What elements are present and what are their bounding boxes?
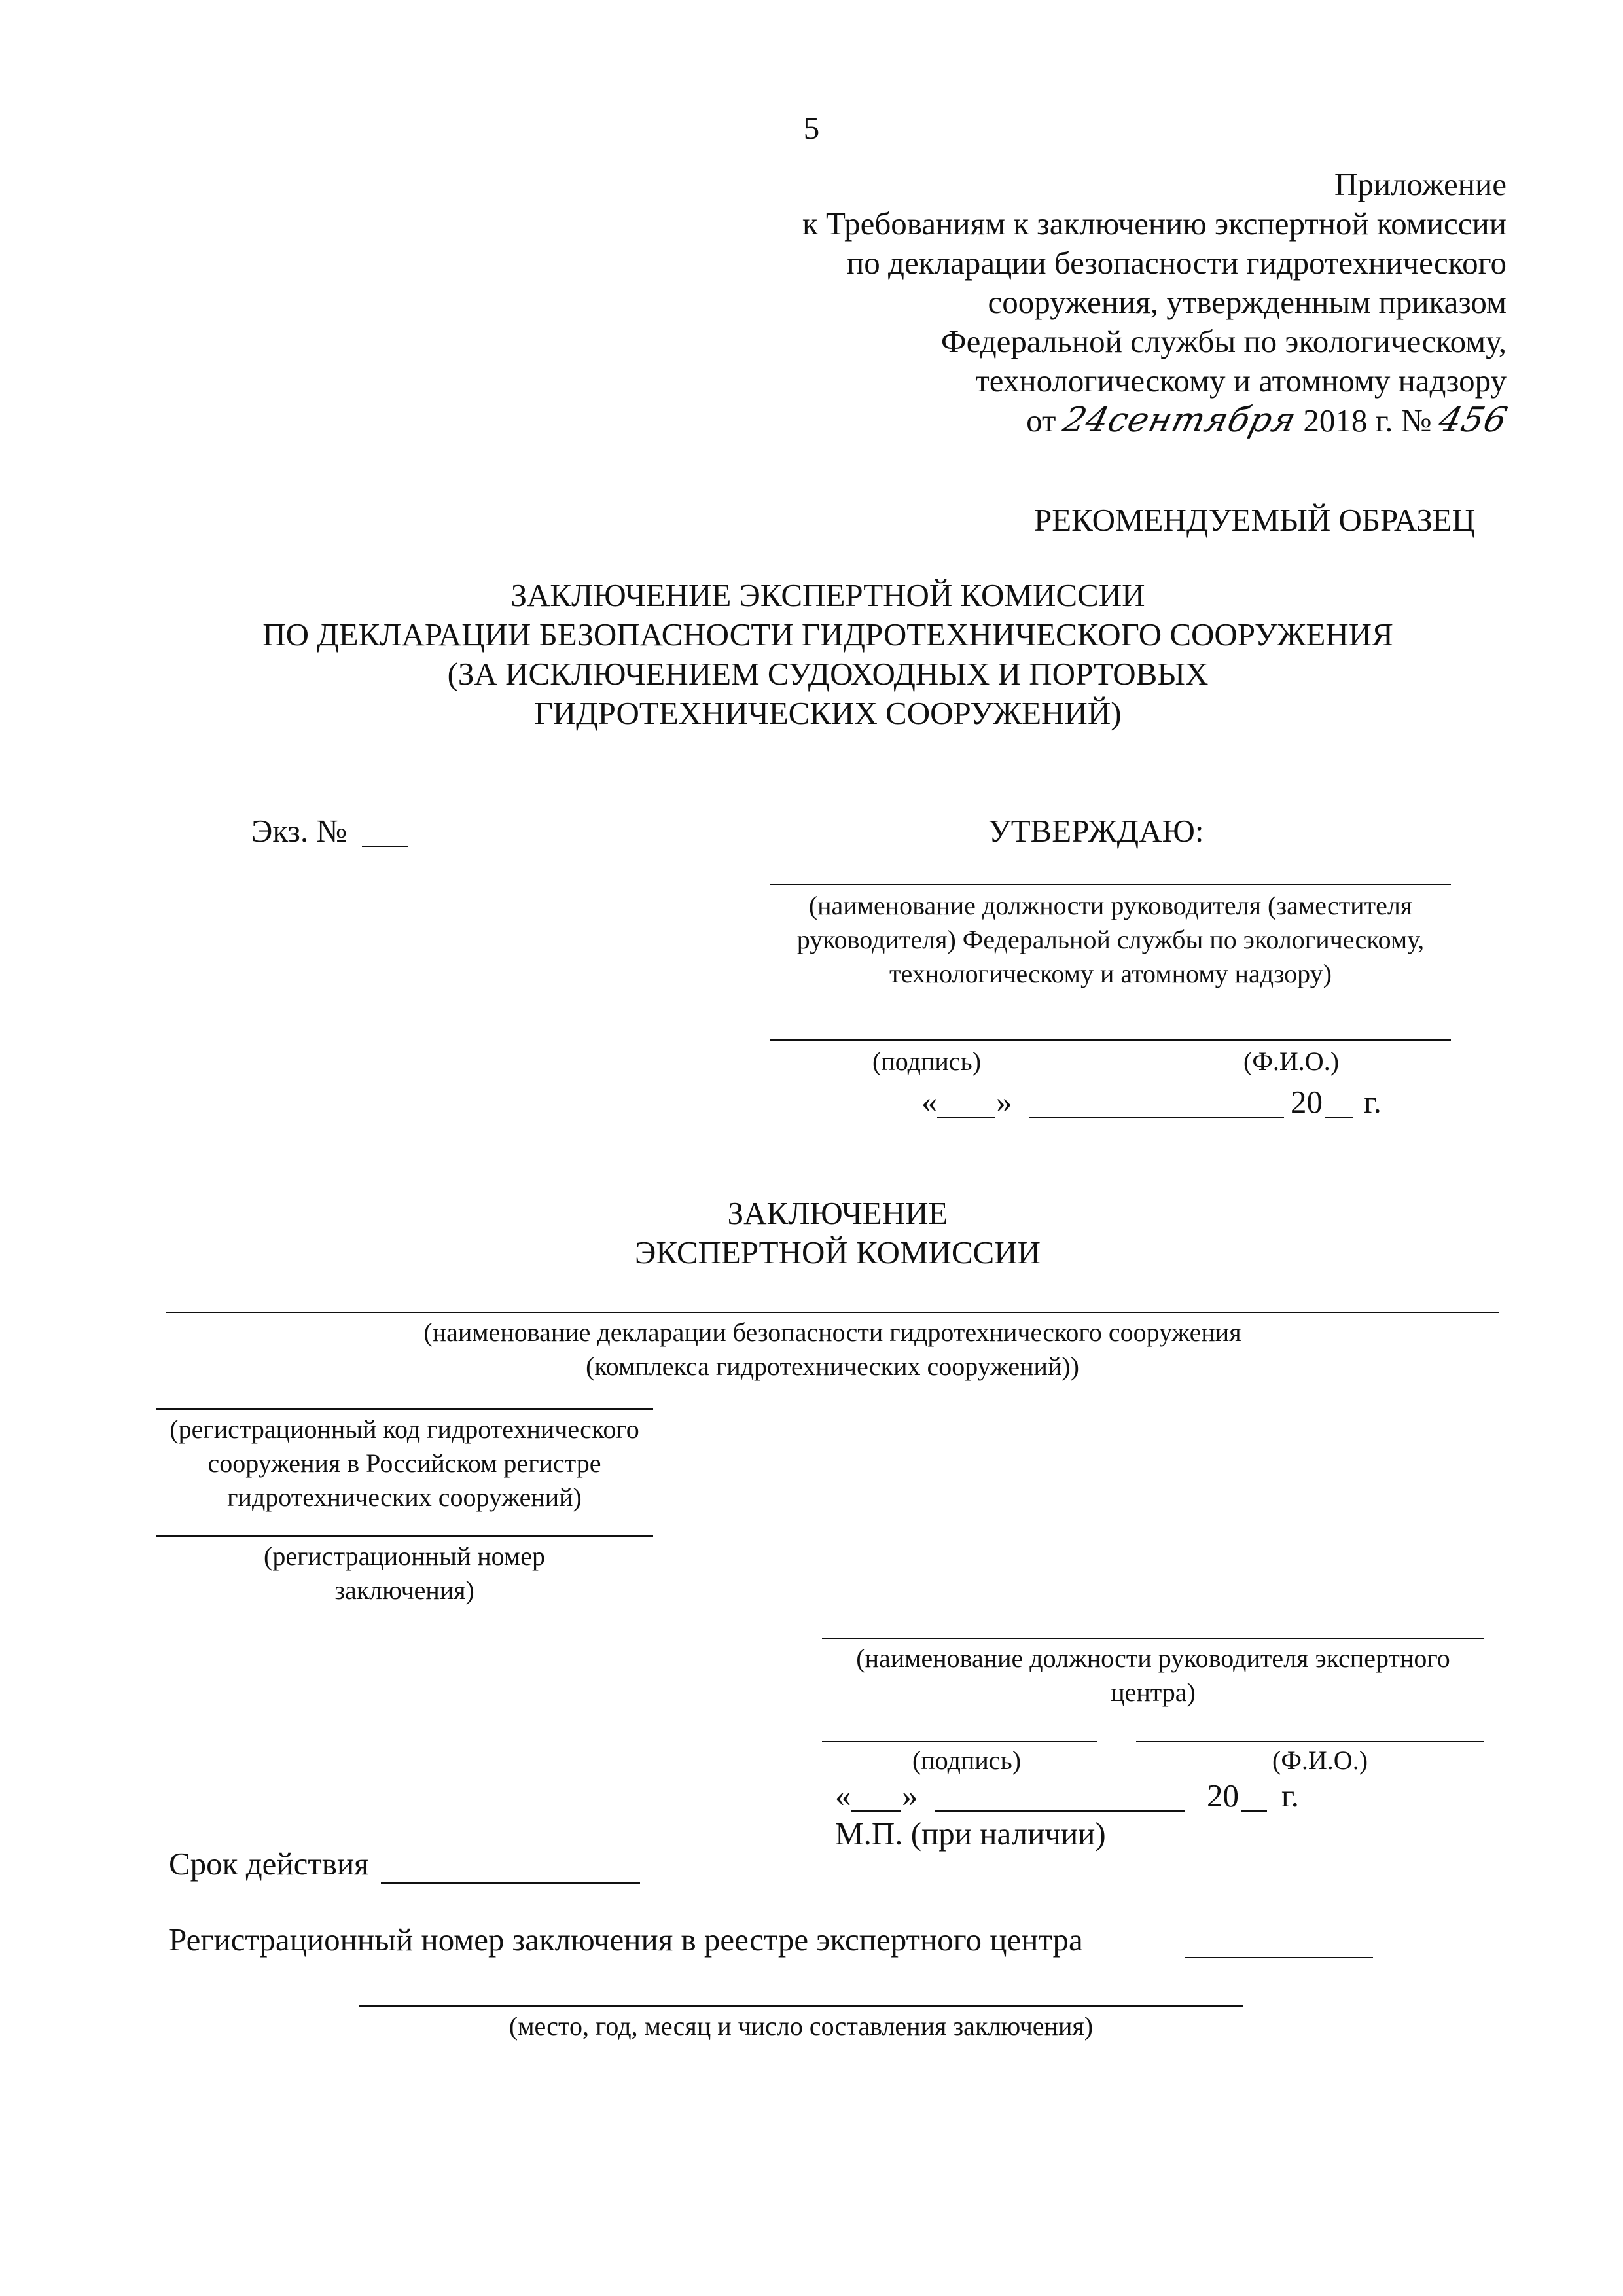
approval-position-line[interactable] (770, 884, 1451, 885)
declaration-name-line[interactable] (166, 1312, 1499, 1313)
approval-date-close: » (996, 1084, 1012, 1120)
main-title-line: ПО ДЕКЛАРАЦИИ БЕЗОПАСНОСТИ ГИДРОТЕХНИЧЕСКОГО СООРУЖЕНИЯ (262, 617, 1393, 653)
page-number: 5 (803, 110, 820, 146)
caption-line: технологическому и атомному надзору) (889, 959, 1332, 988)
approval-title: УТВЕРЖДАЮ: (988, 813, 1204, 849)
order-year: 2018 г. № (1303, 403, 1432, 439)
appendix-block (802, 165, 1512, 440)
registry-label: Регистрационный номер заключения в реестре экспертного центра (169, 1922, 1083, 1958)
expert-center-date-close: » (902, 1778, 918, 1814)
appendix-line: Федеральной службы по экологическому, (940, 323, 1507, 359)
appendix-line: сооружения, утвержденным приказом (988, 284, 1507, 320)
expert-center-name-line[interactable] (1136, 1741, 1484, 1742)
order-number-handwritten: 456 (1435, 401, 1512, 440)
place-date-line[interactable] (359, 2005, 1243, 2007)
sample-label: РЕКОМЕНДУЕМЫЙ ОБРАЗЕЦ (1033, 502, 1475, 538)
expert-center-date-open: « (835, 1778, 851, 1814)
appendix-line: к Требованиям к заключению экспертной комиссии (802, 206, 1507, 242)
approval-year-suffix: г. (1364, 1084, 1382, 1120)
expert-center-year-prefix: 20 (1207, 1778, 1239, 1814)
expert-center-year-line[interactable] (1241, 1810, 1267, 1812)
registration-number-line[interactable] (156, 1535, 653, 1537)
approval-month-line[interactable] (1029, 1117, 1284, 1118)
registry-number-line[interactable] (1185, 1957, 1373, 1958)
approval-signature-line[interactable] (770, 1039, 1451, 1041)
approval-name-caption: (Ф.И.О.) (1243, 1047, 1340, 1076)
appendix-line: технологическому и атомному надзору (975, 363, 1507, 399)
conclusion-title-line: ЗАКЛЮЧЕНИЕ (727, 1195, 948, 1231)
validity-label: Срок действия (169, 1846, 369, 1882)
expert-center-signature-line[interactable] (822, 1741, 1097, 1742)
approval-year-prefix: 20 (1291, 1084, 1323, 1120)
copy-number-label: Экз. № (251, 813, 348, 849)
registration-code-caption (156, 1412, 653, 1515)
conclusion-title (478, 1194, 1198, 1272)
caption-line: сооружения в Российском регистре (207, 1448, 601, 1478)
caption-line: (наименование должности руководителя экспертного (856, 1643, 1450, 1673)
expert-center-position-line[interactable] (822, 1638, 1484, 1639)
place-caption: (место, год, месяц и число составления заключения) (508, 2011, 1094, 2041)
approval-year-line[interactable] (1325, 1117, 1353, 1118)
expert-center-position-caption (822, 1641, 1484, 1710)
copy-number (251, 812, 347, 851)
conclusion-title-line: ЭКСПЕРТНОЙ КОМИССИИ (635, 1234, 1041, 1270)
expert-center-year-suffix: г. (1281, 1778, 1299, 1814)
approval-day-line[interactable] (937, 1117, 995, 1118)
caption-line: гидротехнических сооружений) (227, 1482, 582, 1512)
registration-code-line[interactable] (156, 1408, 653, 1410)
expert-center-signature-caption: (подпись) (912, 1746, 1022, 1775)
expert-center-name-caption: (Ф.И.О.) (1272, 1746, 1368, 1775)
approval-signature-caption: (подпись) (872, 1047, 982, 1076)
order-reference (802, 401, 1512, 440)
approval-position-caption (757, 889, 1464, 991)
caption-line: (регистрационный код гидротехнического (169, 1414, 639, 1444)
caption-line: (регистрационный номер (264, 1541, 545, 1571)
caption-line: (наименование должности руководителя (заместителя (808, 891, 1413, 920)
expert-center-stamp: М.П. (при наличии) (835, 1816, 1106, 1852)
main-title-line: ГИДРОТЕХНИЧЕСКИХ СООРУЖЕНИЙ) (534, 695, 1122, 731)
order-date-handwritten: 24сентября (1059, 401, 1300, 440)
order-prefix: от (1026, 403, 1056, 439)
approval-date-open: « (921, 1084, 938, 1120)
caption-line: (наименование декларации безопасности гидротехнического сооружения (423, 1318, 1241, 1347)
appendix-line: Приложение (1334, 166, 1507, 202)
caption-line: заключения) (334, 1575, 474, 1605)
expert-center-month-line[interactable] (935, 1810, 1185, 1812)
registration-number-caption (156, 1539, 653, 1607)
copy-number-line[interactable] (362, 846, 408, 847)
main-title (151, 576, 1505, 733)
appendix-line: по декларации безопасности гидротехнического (847, 245, 1507, 281)
expert-center-day-line[interactable] (851, 1810, 901, 1812)
validity-line[interactable] (381, 1882, 640, 1884)
caption-line: центра) (1111, 1677, 1196, 1707)
main-title-line: (ЗА ИСКЛЮЧЕНИЕМ СУДОХОДНЫХ И ПОРТОВЫХ (447, 656, 1209, 692)
main-title-line: ЗАКЛЮЧЕНИЕ ЭКСПЕРТНОЙ КОМИССИИ (510, 577, 1145, 613)
caption-line: (комплекса гидротехнических сооружений)) (586, 1352, 1079, 1381)
caption-line: руководителя) Федеральной службы по экологическому, (796, 925, 1425, 954)
declaration-caption (166, 1316, 1499, 1384)
